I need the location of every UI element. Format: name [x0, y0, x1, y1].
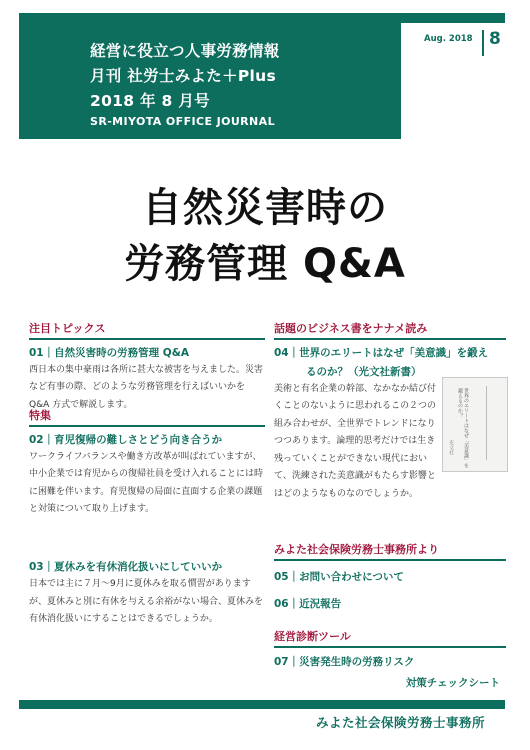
left-item-summer: [29, 559, 265, 629]
item-body: 西日本の集中豪雨は各所に甚大な被害を与えました。災害など有事の際、どのような労務管理を行えばいいかを Q&A 方式で解説します。: [29, 364, 264, 410]
item-body: 日本では主に７月～9月に夏休みを取る慣習がありますが、夏休みと別に有休を与える余裕がない場合、夏休みを有休消化扱いにすることはできるでしょうか。: [29, 579, 264, 624]
item-title-continued: 対策チェックシート: [405, 676, 500, 689]
item-body: ワークライフバランスや働き方改革が叫ばれていますが、中小企業では育児からの復帰社員を受け入れることには時に困難を伴います。育児復帰の局面に直面する企業の課題と対策について取り上げます。: [29, 451, 264, 514]
section-heading: みよた社会保険労務士事務所より: [274, 543, 439, 556]
masthead-publication: 月刊 社労士みよた＋Plus: [90, 67, 277, 85]
section-rule: [274, 338, 506, 340]
book-cover-image: [442, 377, 508, 472]
section-heading: 特集: [29, 409, 51, 422]
issue-divider: [482, 30, 484, 56]
top-bar: [19, 13, 505, 23]
item-title: 04｜世界のエリートはなぜ「美意識」を鍛え: [274, 346, 489, 359]
right-section-tools: [274, 628, 506, 690]
item-title-continued: るのか？（光文社新書）: [306, 365, 422, 378]
item-body: 美術と有名企業の幹部、なかなか結び付くことのないように思われるこの２つの組み合わせが、全世界でトレンドになりつつあります。論理的思考だけでは生き残っていくことができない現代において、洗練された美意識がもたらす影響とはどのようなものなのでしょうか。: [274, 383, 437, 499]
item-title: 03｜夏休みを有休消化扱いにしていいか: [29, 561, 223, 573]
section-rule: [274, 559, 506, 561]
book-title: 世界のエリートはなぜ「美意識」を鍛えるのか？: [457, 388, 469, 468]
footer-office-name: みよた社会保険労務士事務所: [316, 715, 486, 730]
right-section-office: [274, 541, 506, 611]
masthead-journal: SR-MIYOTA OFFICE JOURNAL: [90, 115, 275, 128]
masthead-tagline: 経営に役立つ人事労務情報: [90, 42, 280, 60]
section-rule: [29, 338, 265, 340]
item-title: 05｜お問い合わせについて: [274, 570, 404, 583]
item-title: 02｜育児復帰の難しさとどう向き合うか: [29, 433, 223, 446]
issue-date: Aug. 2018: [424, 34, 473, 44]
left-section-feature: [29, 407, 265, 519]
section-heading: 注目トピックス: [29, 322, 106, 335]
book-band: [486, 386, 501, 460]
item-title: 06｜近況報告: [274, 597, 342, 610]
section-rule: [29, 425, 265, 427]
issue-number: 8: [489, 29, 501, 49]
book-publisher: 光文社: [448, 440, 454, 455]
masthead-issue: 2018 年 8 月号: [90, 92, 210, 110]
section-rule: [274, 646, 506, 648]
cover-title-line1: 自然災害時の: [142, 185, 388, 231]
cover-title-line2: 労務管理 Q&A: [124, 241, 406, 287]
section-heading: 話題のビジネス書をナナメ読み: [274, 322, 428, 335]
masthead: [19, 23, 401, 139]
item-title: 07｜災害発生時の労務リスク: [274, 655, 415, 668]
bottom-bar: [19, 700, 505, 709]
left-section-topics: [29, 320, 265, 414]
section-heading: 経営診断ツール: [274, 630, 351, 643]
item-title: 01｜自然災害時の労務管理 Q&A: [29, 346, 189, 359]
